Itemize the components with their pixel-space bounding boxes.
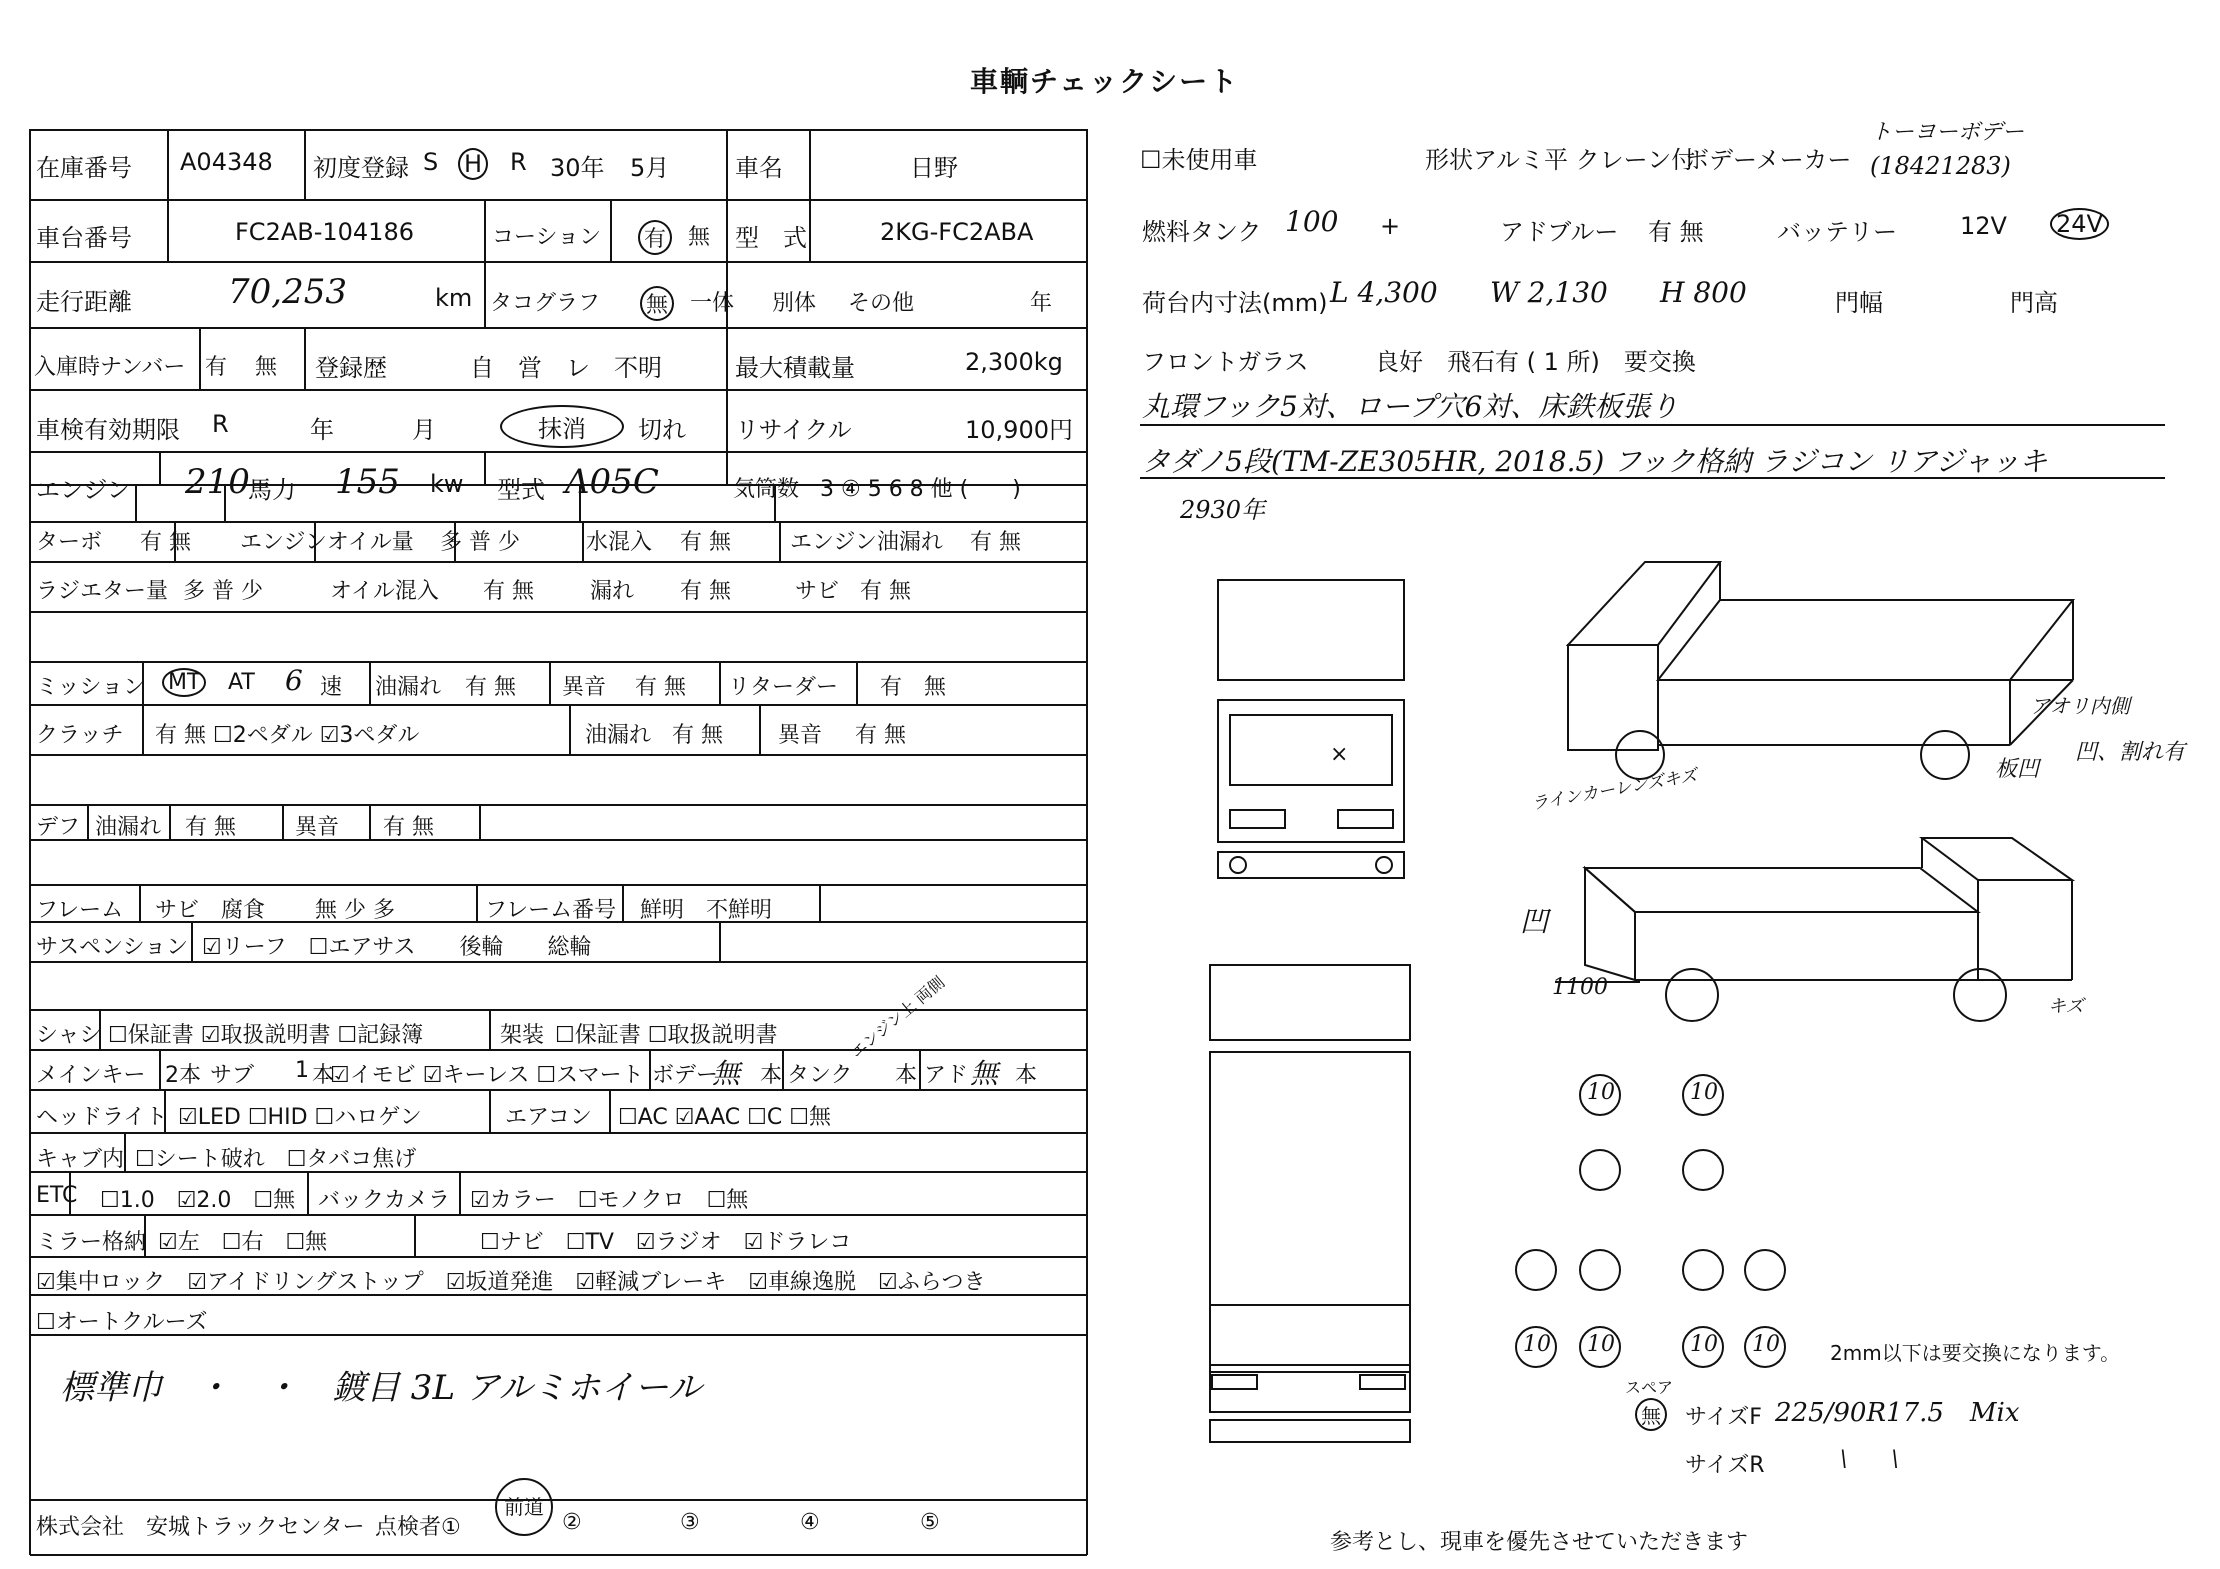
- clutch-noise-label: 異音: [778, 723, 823, 748]
- mission-noise-label: 異音: [562, 675, 607, 700]
- door-width-label: 門幅: [1835, 289, 1883, 317]
- body-maker-label: ボデーメーカー: [1685, 146, 1852, 174]
- inspector-3: ③: [680, 1510, 700, 1535]
- inspection-month: 月: [412, 416, 436, 444]
- note-line-2: タダノ5段(TM-ZE305HR, 2018.5) フック格納 ラジコン リアジャッキ: [1142, 445, 2048, 478]
- chassis-docs-opts: ☐保証書 ☑取扱説明書 ☐記録簿: [108, 1023, 424, 1048]
- caution-no: 無: [688, 225, 711, 250]
- rust-opts: 有 無: [860, 579, 911, 604]
- radiator-leak-opts: 有 無: [680, 579, 731, 604]
- inspector-5: ⑤: [920, 1510, 940, 1535]
- body-key-unit: 本: [760, 1063, 783, 1088]
- mileage-unit: km: [435, 284, 473, 312]
- clutch-leak-label: 油漏れ: [585, 723, 652, 748]
- era-h: H: [458, 148, 488, 180]
- water-label: 水混入: [586, 530, 653, 555]
- tacho-label: タコグラフ: [490, 291, 601, 316]
- truck-top-view: [1210, 580, 1410, 1442]
- radiator-opts: 多 普 少: [183, 579, 263, 604]
- stock-label: 在庫番号: [36, 154, 132, 182]
- chassis-docs-label: シャシ: [36, 1023, 102, 1048]
- ann-scratch: キズ: [2048, 996, 2084, 1017]
- ad-key-unit: 本: [1015, 1063, 1038, 1088]
- oil-mix-opts: 有 無: [483, 579, 534, 604]
- headlight-label: ヘッドライト: [36, 1105, 168, 1130]
- era-s: S: [423, 148, 439, 176]
- max-load-label: 最大積載量: [735, 354, 855, 382]
- truck-side-view-1: [1568, 562, 2073, 779]
- battery-12v: 12V: [1960, 212, 2007, 240]
- key-opts: ☑イモビ ☑キーレス ☐スマート: [330, 1063, 644, 1088]
- ann-tailgate: アオリ内側: [2030, 694, 2130, 718]
- mission-leak-opts: 有 無: [465, 675, 516, 700]
- mileage-label: 走行距離: [36, 288, 132, 316]
- cab-opts: ☐シート破れ ☐タバコ焦げ: [135, 1147, 417, 1172]
- reg-year: 30年: [550, 154, 605, 182]
- suspension-opts: ☑リーフ ☐エアサス 後輪 総輪: [202, 935, 592, 960]
- door-height-label: 門高: [2010, 289, 2058, 317]
- auto-cruise: ☐オートクルーズ: [36, 1310, 208, 1335]
- mission-mt: MT: [162, 668, 206, 697]
- clutch-leak-opts: 有 無: [672, 723, 723, 748]
- frame-number-label: フレーム番号: [485, 898, 617, 923]
- frame-label: フレーム: [36, 898, 124, 923]
- company-name: 株式会社 安城トラックセンター: [36, 1515, 365, 1540]
- aircon-opts: ☐AC ☑AAC ☐C ☐無: [618, 1105, 831, 1130]
- radiator-label: ラジエター量: [36, 579, 169, 604]
- engine-hp: 馬力: [248, 476, 296, 504]
- tacho-other: その他: [848, 291, 915, 316]
- chassis-label: 車台番号: [36, 224, 132, 252]
- mirror-label: ミラー格納: [36, 1230, 147, 1255]
- car-name-value: 日野: [910, 154, 958, 182]
- tire-rl-inner: 10: [1587, 1332, 1615, 1357]
- diff-noise-label: 異音: [295, 815, 340, 840]
- caution-yes: 有: [638, 220, 672, 255]
- mission-label: ミッション: [36, 675, 146, 700]
- cylinder-label: 気筒数: [733, 477, 800, 502]
- size-f-value: 225/90R17.5 Mix: [1775, 1398, 2020, 1428]
- size-f-label: サイズF: [1685, 1405, 1762, 1430]
- spare-label: スペア: [1625, 1378, 1674, 1397]
- etc-label: ETC: [36, 1183, 78, 1208]
- cab-label: キャブ内: [36, 1147, 125, 1172]
- diff-leak-opts: 有 無: [185, 815, 236, 840]
- body-key-value: 無: [712, 1057, 741, 1090]
- aircon-label: エアコン: [505, 1105, 592, 1130]
- diff-label: デフ: [36, 815, 81, 840]
- windshield-label: フロントガラス: [1142, 348, 1309, 376]
- engine-kw-value: 155: [335, 462, 400, 502]
- cargo-dims-label: 荷台内寸法(mm): [1142, 289, 1328, 317]
- stock-value: A04348: [180, 148, 273, 176]
- note-line-1: 丸環フック5対、ロープ穴6対、床鉄板張り: [1142, 390, 1679, 423]
- main-key-label: メインキー: [36, 1063, 146, 1088]
- mileage-value: 70,253: [228, 272, 347, 312]
- inspection-year: 年: [310, 416, 334, 444]
- ann-lane-lens: ラインカーレンズキズ: [1529, 765, 1699, 815]
- diff-leak-label: 油漏れ: [95, 815, 162, 840]
- engine-model-label: 型式: [497, 476, 545, 504]
- back-camera-opts: ☑カラー ☐モノクロ ☐無: [470, 1188, 749, 1213]
- inspection-cancel: 抹消: [500, 405, 624, 448]
- tire-rr-inner: 10: [1690, 1332, 1718, 1357]
- engine-oil-label: エンジンオイル量: [240, 530, 414, 555]
- oil-mix-label: オイル混入: [330, 579, 439, 604]
- safety-equipment: ☑集中ロック ☑アイドリングストップ ☑坂道発進 ☑軽減ブレーキ ☑車線逸脱 ☑ふらつき: [36, 1270, 986, 1295]
- tacho-integrated: 一体: [690, 291, 735, 316]
- inspector-label: 点検者①: [375, 1515, 461, 1540]
- body-key-label: ボデー: [652, 1063, 719, 1088]
- ann-plate-dent: 板凹: [1995, 757, 2040, 782]
- tire-fr: 10: [1690, 1080, 1718, 1105]
- mission-noise-opts: 有 無: [635, 675, 686, 700]
- radiator-leak-label: 漏れ: [590, 579, 635, 604]
- battery-label: バッテリー: [1777, 218, 1897, 246]
- max-load-value: 2,300kg: [965, 348, 1063, 376]
- turbo-label: ターボ: [36, 530, 103, 555]
- plate-no: 無: [255, 355, 278, 380]
- tank-key-unit: 本: [895, 1063, 918, 1088]
- etc-opts: ☐1.0 ☑2.0 ☐無: [100, 1188, 296, 1213]
- chassis-value: FC2AB-104186: [235, 218, 414, 246]
- diff-noise-opts: 有 無: [383, 815, 434, 840]
- ann-dent-crack: 凹、割れ有: [2075, 740, 2186, 765]
- recycle-label: リサイクル: [735, 416, 852, 444]
- ann-1100: 1100: [1552, 975, 1608, 1000]
- history-label: 登録歴: [315, 354, 387, 382]
- car-name-label: 車名: [735, 154, 783, 182]
- adblue-label: アドブルー: [1500, 218, 1619, 246]
- tire-fl: 10: [1587, 1080, 1615, 1105]
- fuel-plus: +: [1380, 212, 1401, 240]
- history-opts: 自 営 レ 不明: [470, 354, 662, 382]
- sub-key-count: 1: [295, 1058, 309, 1083]
- frame-number-opts: 鮮明 不鮮明: [640, 898, 773, 923]
- unused-vehicle: ☐未使用車: [1140, 146, 1258, 174]
- body-maker-value: トーヨーボデー: [1870, 120, 2025, 145]
- body-maker-code: (18421283): [1870, 152, 2011, 180]
- inspector-2: ②: [562, 1510, 582, 1535]
- cargo-length: L 4,300: [1330, 276, 1438, 309]
- battery-24v: 24V: [2050, 208, 2109, 240]
- fuel-tank-value: 100: [1285, 205, 1339, 238]
- ad-key-label: アド: [924, 1063, 969, 1088]
- page-title: 車輌チェックシート: [970, 65, 1240, 98]
- model-value: 2KG-FC2ABA: [880, 218, 1034, 246]
- body-shape: 形状アルミ平 クレーン付: [1425, 146, 1696, 174]
- fuel-tank-label: 燃料タンク: [1142, 218, 1262, 246]
- mark-x-cab: ×: [1330, 742, 1349, 767]
- water-opts: 有 無: [680, 530, 731, 555]
- reference-note: 参考とし、現車を優先させていただきます: [1330, 1530, 1749, 1555]
- mission-leak-label: 油漏れ: [375, 675, 442, 700]
- tacho-none: 無: [640, 286, 674, 321]
- clutch-label: クラッチ: [36, 723, 124, 748]
- body-docs-opts: ☐保証書 ☐取扱説明書: [555, 1023, 778, 1048]
- engine-power: 210: [185, 462, 250, 502]
- suspension-label: サスペンション: [36, 935, 189, 960]
- adblue-opts: 有 無: [1648, 218, 1704, 246]
- headlight-opts: ☑LED ☐HID ☐ハロゲン: [178, 1105, 422, 1130]
- size-r-label: サイズR: [1685, 1453, 1765, 1478]
- frame-rust-opts: 無 少 多: [315, 898, 395, 923]
- body-docs-label: 架装: [500, 1023, 545, 1048]
- frame-rust-label: サビ 腐食: [155, 898, 266, 923]
- plate-label: 入庫時ナンバー: [34, 355, 186, 380]
- engine-kw: kw: [430, 470, 464, 498]
- rust-label: サビ: [795, 579, 840, 604]
- plate-opts: 有: [205, 355, 228, 380]
- main-key-count: 2本: [165, 1063, 201, 1088]
- first-reg-label: 初度登録: [313, 154, 409, 182]
- sub-key-unit: 本: [312, 1063, 335, 1088]
- engine-leak-label: エンジン油漏れ: [790, 530, 943, 555]
- ad-key-value: 無: [970, 1057, 999, 1090]
- tacho-separate: 別体: [772, 291, 817, 316]
- remarks-handwritten: 標準巾 ・ ・ 鍍目 3L アルミホイール: [60, 1368, 702, 1408]
- clutch-opts: 有 無 ☐2ペダル ☑3ペダル: [155, 723, 420, 748]
- turbo-opts: 有 無: [140, 530, 191, 555]
- mission-speed-value: 6: [285, 664, 303, 697]
- note-line-3: 2930年: [1180, 496, 1266, 524]
- cargo-width: W 2,130: [1490, 276, 1608, 309]
- inspection-era: R: [212, 410, 229, 438]
- tank-key-label: タンク: [787, 1063, 853, 1088]
- mission-at: AT: [228, 670, 255, 695]
- era-r: R: [510, 148, 527, 176]
- cylinder-opts: 3 ④ 5 6 8 他 ( ): [820, 477, 1021, 502]
- inspector-4: ④: [800, 1510, 820, 1535]
- truck-side-view-2: [1555, 838, 2072, 1021]
- tire-diagram: [1516, 1075, 1785, 1367]
- engine-oil-opts: 多 普 少: [440, 530, 520, 555]
- size-r-value: \ \: [1840, 1447, 1899, 1472]
- engine-label: エンジン: [36, 476, 131, 504]
- tire-note: 2mm以下は要交換になります。: [1830, 1341, 2121, 1365]
- inspection-label: 車検有効期限: [36, 416, 180, 444]
- retarder-label: リターダー: [728, 675, 839, 700]
- sub-key-label: サブ: [210, 1063, 255, 1088]
- back-camera-label: バックカメラ: [318, 1188, 451, 1213]
- windshield-opts: 良好 飛石有 ( 1 所) 要交換: [1375, 348, 1696, 376]
- caution-label: コーション: [492, 225, 602, 250]
- inspector-stamp: 前道: [495, 1478, 553, 1536]
- tire-rr-outer: 10: [1752, 1332, 1780, 1357]
- clutch-noise-opts: 有 無: [855, 723, 906, 748]
- engine-model-value: A05C: [565, 462, 659, 502]
- engine-leak-opts: 有 無: [970, 530, 1021, 555]
- tacho-year: 年: [1030, 291, 1053, 316]
- retarder-opts: 有 無: [880, 675, 947, 700]
- nav-opts: ☐ナビ ☐TV ☑ラジオ ☑ドラレコ: [480, 1230, 852, 1255]
- tank-key-note: エンジン上 両側: [846, 972, 949, 1062]
- spare-value: 無: [1635, 1398, 1667, 1431]
- ann-dent-2: 凹: [1520, 905, 1549, 938]
- mirror-opts: ☑左 ☐右 ☐無: [158, 1230, 328, 1255]
- model-label: 型 式: [735, 224, 807, 252]
- inspection-expired: 切れ: [638, 416, 686, 444]
- reg-month: 5月: [630, 154, 670, 182]
- mission-speed: 速: [320, 675, 343, 700]
- recycle-value: 10,900円: [965, 416, 1073, 444]
- cargo-height: H 800: [1660, 276, 1747, 309]
- tire-rl-outer: 10: [1523, 1332, 1551, 1357]
